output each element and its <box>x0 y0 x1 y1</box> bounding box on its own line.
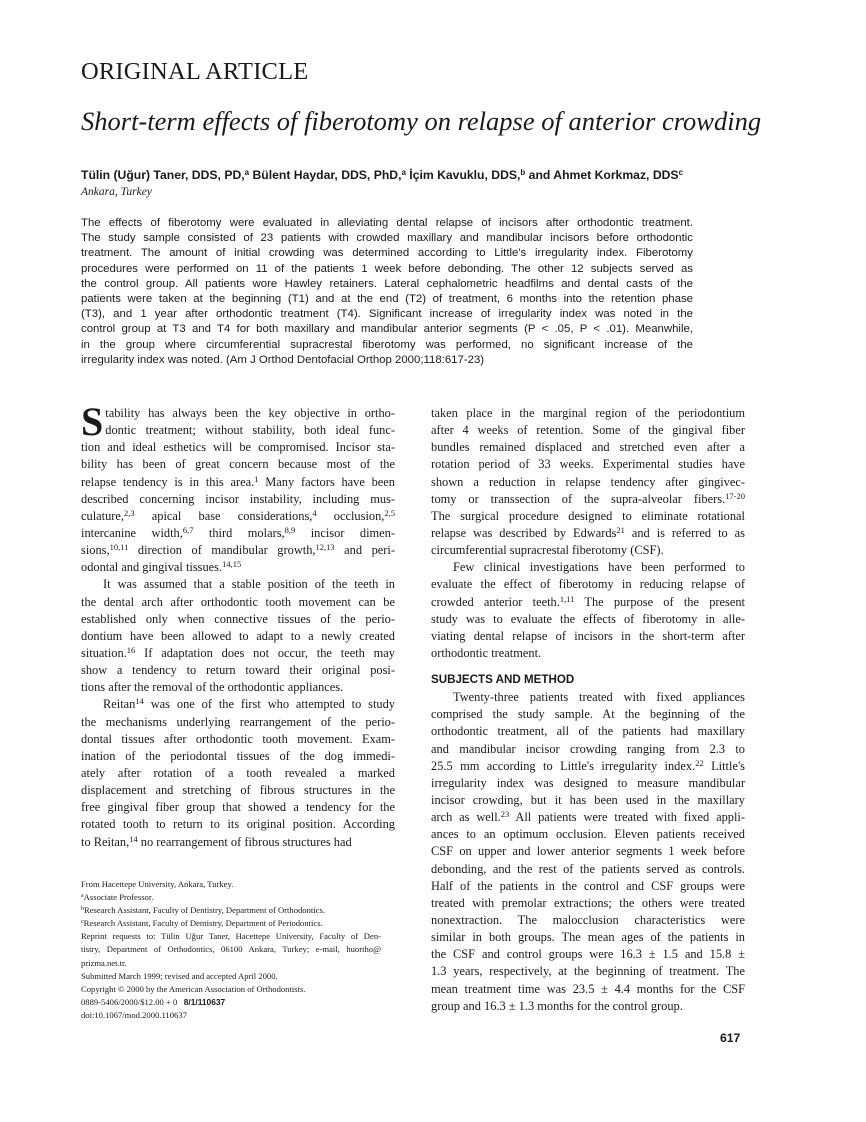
body-line: evaluate the effect of fiberotomy in reducing relapse of <box>431 577 745 592</box>
body-line: mean treatment time was 23.5 ± 4.4 months for the CSF <box>431 981 745 996</box>
paragraph <box>431 405 745 559</box>
author-affiliation-mark: a <box>244 168 250 177</box>
body-line: odontal and gingival tissues.$^{14,15}$ <box>81 559 242 575</box>
body-line: crowded anterior teeth.$^{1,11}$ The purpose of the present <box>431 593 745 609</box>
body-line: culature,$^{2,3}$ apical base considerations,$^4$ occlusion,$^{2,5}$ <box>81 507 395 523</box>
citation: 2,3 <box>124 507 135 518</box>
body-line: tomy or transsection of the supra-alveolar fibers.$^{17-20}$ <box>431 490 745 506</box>
author-affiliation-mark: a <box>401 168 406 177</box>
body-line: debonding, and the rest of the patients served as controls. <box>431 861 745 876</box>
abstract-line: irregularity index was noted. (Am J Orthod Dentofacial Orthop 2000;118:617-23) <box>81 353 485 366</box>
abstract-line: treatment. The amount of initial crowding was determined according to Little's irregularity index. Fiberotomy <box>81 247 693 260</box>
body-line: similar in both groups. The mean ages of the patients in <box>431 930 745 945</box>
paragraph <box>431 559 745 662</box>
body-line: group and 16.3 ± 1.3 months for the control group. <box>431 998 683 1013</box>
body-line: tion and ideal esthetics will be compromised. Incisor sta- <box>81 440 395 455</box>
citation: 10,11 <box>109 542 129 553</box>
footnote-issn: 0889-5406/2000/$12.00 + 0 8/1/110637 <box>81 996 226 1007</box>
body-line: described concerning incisor instability, including mus- <box>81 491 395 506</box>
body-line: tability has always been the key objective in ortho- <box>105 406 395 420</box>
body-line: Half of the patients in the control and CSF groups were <box>431 878 745 893</box>
body-line: viating dental relapse of incisors in the short-term after <box>431 628 745 643</box>
footnote-reprint: Reprint requests to: Tülin Uğur Taner, Hacettepe University, Faculty of Den- <box>81 931 381 942</box>
body-line: tions after the removal of the orthodontic appliances. <box>81 680 344 695</box>
citation: 17-20 <box>725 490 745 501</box>
body-line: orthodontic treatment, all of the patients had maxillary <box>431 724 745 739</box>
abstract-line: The study sample consisted of 23 patients with crowded maxillary and mandibular incisors before orthodontic <box>81 232 693 245</box>
body-line: sions,$^{10,11}$ direction of mandibular growth,$^{12,13}$ and peri- <box>81 542 395 558</box>
citation: 23 <box>500 809 510 820</box>
citation: 1,11 <box>559 593 575 604</box>
body-line: The surgical procedure designed to eliminate rotational <box>431 508 745 523</box>
body-line: ately after rotation of a tooth revealed a marked <box>81 765 395 780</box>
citation: 14 <box>129 833 138 844</box>
body-line: dontal tissues after orthodontic tooth movement. Exam- <box>81 731 395 746</box>
body-line: study was to evaluate the effects of fiberotomy in alle- <box>431 611 745 626</box>
citation: 16 <box>126 644 136 655</box>
footnotes <box>81 878 381 1022</box>
body-line: taken place in the marginal region of the periodontium <box>431 406 745 420</box>
citation: 4 <box>312 507 317 518</box>
body-line: Twenty-three patients treated with fixed appliances <box>453 690 745 705</box>
body-line: nonextraction. The malocclusion characteristics were <box>431 912 745 927</box>
citation: 14 <box>135 696 144 707</box>
body-line: Reitan$^{14}$ was one of the first who attempted to study <box>103 696 395 712</box>
body-line: 1.3 years, respectively, at the beginning of treatment. The <box>431 964 745 979</box>
abstract-line: The effects of fiberotomy were evaluated in alleviating dental relapse of incisors after orthodontic treatment. <box>81 217 693 229</box>
footnote-reprint: tistry, Department of Orthodontics, 06100 Ankara, Turkey; e-mail, huortho@ <box>81 944 381 955</box>
body-line: comprised the study sample. At the beginning of the <box>431 707 745 722</box>
citation: 1 <box>254 473 259 484</box>
body-line: situation.$^{16}$ If adaptation does not occur, the teeth may <box>81 644 395 660</box>
footnote: $^a$Associate Professor. <box>81 892 154 903</box>
body-line: dontium have been allowed to adapt to a newly created <box>81 628 395 643</box>
body-line: treated with premolar extractions; the others were treated <box>431 895 745 910</box>
body-line: intercanine width,$^{6,7}$ third molars,$^{8,9}$ incisor dimen- <box>81 524 395 540</box>
abstract <box>81 216 693 368</box>
author-name: and Ahmet Korkmaz, DDS <box>525 168 679 182</box>
body-line: shown a reduction in relapse tendency after gingivec- <box>431 474 745 489</box>
footnote: $^c$Research Assistant, Faculty of Dentistry, Department of Periodontics. <box>81 918 323 929</box>
body-line: arch as well.$^{23}$ All patients were treated with fixed appli- <box>431 809 745 825</box>
article-title: Short-term effects of fiberotomy on relapse of anterior crowding <box>81 106 762 136</box>
citation: 2,5 <box>384 507 395 518</box>
abstract-line: (T3), and 1 year after orthodontic treatment (T4). Significant increase of irregularity index was noted in the <box>81 308 693 321</box>
author-location: Ankara, Turkey <box>81 186 152 198</box>
body-line: irregularity index was designed to measure mandibular <box>431 775 745 790</box>
body-column-left <box>81 399 395 851</box>
abstract-line: control group at T3 and T4 for both maxillary and mandibular anterior segments (P < .05, P < .01). Meanwhile, <box>81 323 693 336</box>
abstract-line: patients were taken at the beginning (T1) and at the end (T2) of treatment, 6 months into the retention phase <box>81 293 693 306</box>
body-line: circumferential supracrestal fiberotomy (CSF). <box>431 543 664 558</box>
body-line: the CSF and control groups were 16.3 ± 1.5 and 15.8 ± <box>431 947 745 962</box>
body-line: It was assumed that a stable position of the teeth in <box>103 577 395 592</box>
paragraph <box>81 696 395 850</box>
section-heading: SUBJECTS AND METHOD <box>431 673 575 687</box>
body-line: the dental arch after orthodontic tooth movement can be <box>81 594 395 609</box>
body-line: rotation period of 33 weeks. Experimental studies have <box>431 457 745 472</box>
body-line: CSF on upper and lower anterior segments 1 week before <box>431 844 745 859</box>
body-line: 25.5 mm according to Little's irregularity index.$^{22}$ Little's <box>431 757 745 773</box>
body-line: and mandibular incisor crowding ranging from 2.3 to <box>431 741 745 756</box>
footnote-reprint: prizma.net.tr. <box>81 957 127 968</box>
author-affiliation-mark: b <box>520 168 526 177</box>
citation: 12,13 <box>315 542 335 553</box>
paragraph <box>81 576 395 696</box>
citation: 6,7 <box>182 524 194 535</box>
citation: 14,15 <box>222 559 242 570</box>
body-line: dontic treatment; without stability, both ideal func- <box>105 423 395 438</box>
body-line: the mechanisms underlying rearrangement of the perio- <box>81 714 395 729</box>
body-column-right <box>431 405 745 1015</box>
body-line: relapse tendency is in this area.$^1$ Many factors have been <box>81 473 395 489</box>
footnote: $^b$Research Assistant, Faculty of Dentistry, Department of Orthodontics. <box>81 905 325 916</box>
paragraph <box>431 689 745 1015</box>
body-line: free gingival fiber group that showed a tendency for the <box>81 800 395 815</box>
body-line: orthodontic treatment. <box>431 645 542 660</box>
page-number: 617 <box>720 1031 741 1045</box>
author-list <box>81 168 683 182</box>
citation: 22 <box>695 757 704 768</box>
abstract-line: in the group where circumferential supracrestal fiberotomy was performed, no significant increase of the <box>81 338 693 351</box>
body-line: rotated tooth to return to its original position. According <box>81 817 395 832</box>
author-affiliation-mark: c <box>678 168 684 177</box>
body-line: bundles remained displaced and stretched even after a <box>431 440 745 455</box>
body-line: bility has been of great concern because most of the <box>81 457 395 472</box>
body-line: incisor crowding, but it has been used in the maxillary <box>431 792 745 807</box>
footnote-submitted: Submitted March 1999; revised and accepted April 2000. <box>81 970 278 981</box>
body-line: ination of the periodontal tissues of the dog immedi- <box>81 748 395 763</box>
body-line: to Reitan,$^{14}$ no rearrangement of fibrous structures had <box>81 833 352 849</box>
footnote-affiliation: From Hacettepe University, Ankara, Turkey. <box>81 879 234 889</box>
section-label: ORIGINAL ARTICLE <box>81 58 309 85</box>
drop-cap: S <box>81 399 104 444</box>
body-line: show a tendency to return toward their original posi- <box>81 663 395 678</box>
citation: 8,9 <box>284 524 296 535</box>
author-name: Bülent Haydar, DDS, PhD, <box>249 168 402 182</box>
citation: 21 <box>616 524 625 535</box>
footnote-doi: doi:10.1067/mod.2000.110637 <box>81 1009 187 1020</box>
author-name: Tülin (Uğur) Taner, DDS, PD, <box>81 168 245 182</box>
abstract-line: procedures were performed on 11 of the patients 1 week before debonding. The other 12 subjects served as <box>81 262 693 275</box>
footnote-copyright: Copyright © 2000 by the American Association of Orthodontists. <box>81 983 306 994</box>
body-line: established only when connective tissues of the perio- <box>81 611 395 626</box>
abstract-line: the control group. All patients wore Hawley retainers. Lateral cephalometric headfilms and dental casts of the <box>81 277 693 290</box>
body-line: displacement and stretching of fibrous structures in the <box>81 783 395 798</box>
author-name: İçim Kavuklu, DDS, <box>405 168 521 182</box>
body-line: relapse was described by Edwards$^{21}$ and is referred to as <box>431 524 745 540</box>
body-line: after 4 weeks of retention. Some of the gingival fiber <box>431 423 745 438</box>
body-line: Few clinical investigations have been performed to <box>453 560 745 575</box>
body-line: ances to an optimum occlusion. Eleven patients received <box>431 827 745 842</box>
